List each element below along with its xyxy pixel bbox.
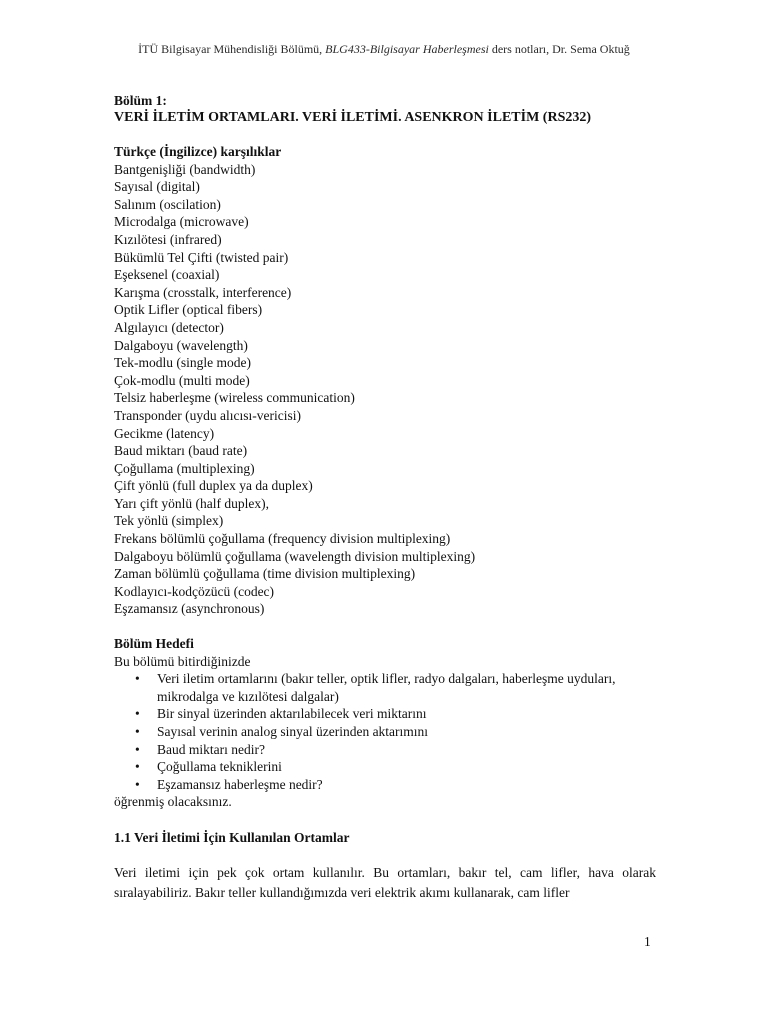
term-item: Eşeksenel (coaxial)	[114, 267, 220, 283]
term-item: Yarı çift yönlü (half duplex),	[114, 495, 269, 511]
bullet-icon: •	[135, 724, 140, 739]
term-item: Kızılötesi (infrared)	[114, 231, 222, 247]
term-item: Çift yönlü (full duplex ya da duplex)	[114, 478, 313, 494]
terms-list	[114, 161, 656, 618]
section-heading: 1.1 Veri İletimi İçin Kullanılan Ortamlar	[114, 829, 350, 845]
goals-heading: Bölüm Hedefi	[114, 636, 194, 652]
goal-item	[114, 776, 656, 794]
header-course: BLG433-Bilgisayar Haberleşmesi	[325, 42, 489, 56]
chapter-title: VERİ İLETİM ORTAMLARI. VERİ İLETİMİ. ASENKRON İLETİM (RS232)	[114, 110, 592, 125]
header-suffix: ders notları, Dr. Sema Oktuğ	[488, 42, 630, 56]
term-item: Kodlayıcı-kodçözücü (codec)	[114, 583, 275, 599]
section-paragraph: Veri iletimi için pek çok ortam kullanılır. Bu ortamları, bakır tel, cam lifler, hava olarak sıralayabiliriz. Bakır teller kullandığımızda veri elektrik akımı kullanarak, cam lifler	[114, 864, 656, 900]
term-item: Bantgenişliği (bandwidth)	[114, 161, 256, 177]
bullet-icon: •	[135, 741, 140, 757]
term-item: Telsiz haberleşme (wireless communication)	[114, 390, 355, 406]
bullet-icon: •	[135, 671, 140, 687]
term-item: Sayısal (digital)	[114, 179, 200, 195]
page-content	[114, 92, 656, 903]
term-item: Bükümlü Tel Çifti (twisted pair)	[114, 249, 289, 265]
goal-item	[114, 705, 656, 723]
goals-intro: Bu bölümü bitirdiğinizde	[114, 653, 251, 669]
goals-list	[114, 670, 656, 793]
term-item: Eşzamansız (asynchronous)	[114, 601, 265, 617]
term-item: Frekans bölümlü çoğullama (frequency division multiplexing)	[114, 531, 451, 547]
term-item: Salınım (oscilation)	[114, 196, 221, 212]
goal-text: Sayısal verinin analog sinyal üzerinden aktarımını	[157, 724, 429, 739]
goal-item	[114, 670, 656, 705]
goal-text: Veri iletim ortamlarını (bakır teller, optik lifler, radyo dalgaları, haberleşme uyduları, mikrodalga ve kızılötesi dalgalar)	[157, 671, 616, 704]
term-item: Algılayıcı (detector)	[114, 319, 224, 335]
bullet-icon: •	[135, 759, 140, 775]
chapter-label: Bölüm 1:	[114, 93, 167, 108]
term-item: Microdalga (microwave)	[114, 214, 249, 230]
term-item: Dalgaboyu (wavelength)	[114, 337, 248, 353]
term-item: Transponder (uydu alıcısı-vericisi)	[114, 407, 301, 423]
term-item: Karışma (crosstalk, interference)	[114, 284, 292, 300]
header-prefix: İTÜ Bilgisayar Mühendisliği Bölümü,	[138, 42, 326, 56]
page-number: 1	[644, 934, 651, 949]
term-item: Zaman bölümlü çoğullama (time division multiplexing)	[114, 566, 416, 582]
goal-text: Baud miktarı nedir?	[157, 741, 265, 757]
bullet-icon: •	[135, 706, 140, 722]
term-item: Baud miktarı (baud rate)	[114, 443, 248, 459]
term-item: Tek yönlü (simplex)	[114, 513, 224, 529]
term-item: Optik Lifler (optical fibers)	[114, 302, 263, 318]
term-item: Çoğullama (multiplexing)	[114, 460, 255, 476]
term-item: Dalgaboyu bölümlü çoğullama (wavelength division multiplexing)	[114, 548, 476, 564]
term-item: Çok-modlu (multi mode)	[114, 372, 250, 388]
bullet-icon: •	[135, 776, 140, 792]
goal-text: Eşzamansız haberleşme nedir?	[157, 776, 323, 792]
goal-item	[114, 723, 656, 741]
term-item: Gecikme (latency)	[114, 425, 215, 441]
goals-outro: öğrenmiş olacaksınız.	[114, 794, 232, 810]
terms-heading: Türkçe (İngilizce) karşılıklar	[114, 144, 282, 159]
goal-text: Çoğullama tekniklerini	[157, 759, 282, 775]
goal-item	[114, 758, 656, 776]
goal-item	[114, 741, 656, 759]
page-header	[0, 42, 768, 57]
goal-text: Bir sinyal üzerinden aktarılabilecek veri miktarını	[157, 706, 427, 722]
term-item: Tek-modlu (single mode)	[114, 355, 252, 371]
